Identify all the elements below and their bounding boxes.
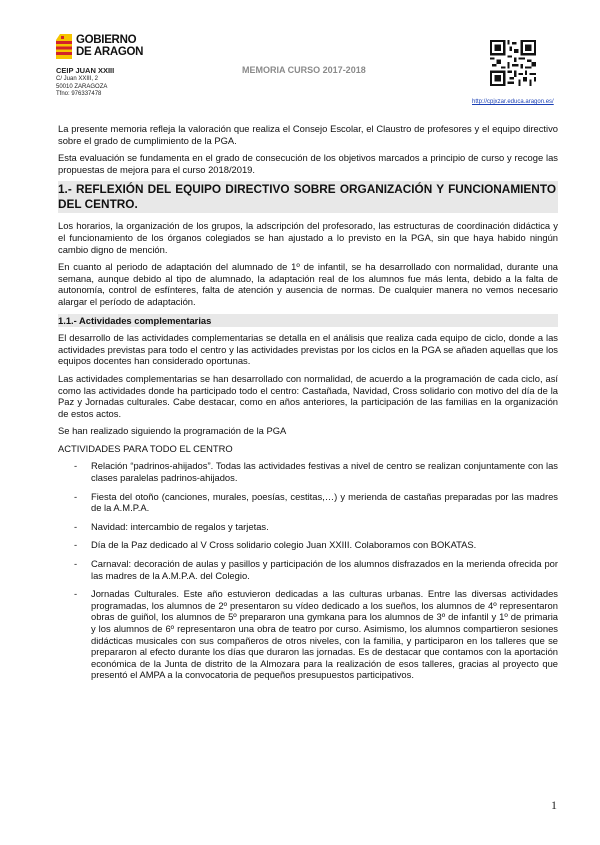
section-1-1-paragraph-1: El desarrollo de las actividades complementarias se detalla en el análisis que realiza cada equipo de ciclo, donde a las actividades previstas para todo el centro y las actividades previstas por los ciclos en la PGA se añaden aquellas que los equipos docentes han considerado oportunas. (58, 332, 558, 367)
logo-text-line2: DE ARAGON (76, 46, 144, 58)
section-1-paragraph-2: En cuanto al periodo de adaptación del alumnado de 1º de infantil, se ha desarrollado con normalidad, durante una semana, aunque debido al tipo de alumnado, la adaptación real de los alumnos fue más lenta, debido a la falta de autonomía, control de esfínteres, falta de atención y ausencia de normas. De cualquier manera no vemos necesario alargar el período de adaptación. (58, 261, 558, 307)
list-item (58, 558, 558, 581)
section-1-1-heading: 1.1.- Actividades complementarias (58, 314, 558, 328)
list-item-text: Navidad: intercambio de regalos y tarjetas. (91, 520, 269, 532)
qr-code-icon (490, 40, 536, 86)
logo-text-line1: GOBIERNO (76, 34, 137, 46)
list-bullet: - (74, 588, 78, 600)
school-name: CEIP JUAN XXIII (56, 66, 115, 75)
document-body (58, 123, 558, 688)
list-bullet: - (74, 460, 78, 472)
list-item (58, 491, 558, 514)
activities-list (58, 460, 558, 681)
list-item-text: Carnaval: decoración de aulas y pasillos y participación de los alumnos disfrazados en la merienda ofrecida por las madres de la A.M.P.A. del Colegio. (91, 558, 558, 581)
page-number: 1 (551, 798, 557, 812)
list-item-text: Fiesta del otoño (canciones, murales, poesías, cestitas,…) y merienda de castañas preparadas por las madres de la A.M.P.A. (91, 490, 558, 514)
section-1-1-paragraph-4: ACTIVIDADES PARA TODO EL CENTRO (58, 442, 233, 454)
list-bullet: - (74, 520, 78, 532)
list-item-text: Día de la Paz dedicado al V Cross solidario colegio Juan XXIII. Colaboramos con BOKATAS. (91, 539, 477, 551)
school-info (56, 66, 114, 99)
school-website-link[interactable]: http://cpjxzar.educa.aragon.es/ (472, 99, 554, 105)
document-title: MEMORIA CURSO 2017-2018 (242, 65, 366, 75)
section-1-1-paragraph-2: Las actividades complementarias se han desarrollado con normalidad, de acuerdo a la programación de cada ciclo, así como las actividades donde ha participado todo el centro: Castañada, Navidad, Cross solidario con motivo del día de la Paz y Jornadas culturales. Cabe destacar, como en años anteriores, la participación de las familias en la organización de estos actos. (58, 372, 558, 419)
school-phone: Tfno: 976337478 (56, 91, 102, 97)
school-address-line1: C/ Juan XXIII, 2 (56, 76, 99, 82)
list-item (58, 521, 558, 533)
list-item (58, 539, 558, 551)
list-bullet: - (74, 490, 78, 502)
school-address-line2: 50010 ZARAGOZA (56, 83, 108, 90)
list-item (58, 460, 558, 483)
list-item-text: Relación “padrinos-ahijados”. Todas las actividades festivas a nivel de centro se realizan conjuntamente con las clases paralelas padrinos-ahijados. (91, 460, 558, 484)
section-1-1-paragraph-3: Se han realizado siguiendo la programación de la PGA (58, 425, 287, 437)
aragon-flag-icon (56, 34, 72, 59)
list-item-text: Jornadas Culturales. Este año estuvieron dedicadas a las culturas urbanas. Entre las diversas actividades programadas, los alumnos de 2º presentaron su vídeo dedicado a los sueños, los alumnos de 4º representaron obras de guiñol, los alumnos de 5º prepararon una gymkana para los alumnos de 3º de infantil y 1º de primaria y los alumnos de 6º representaron una obra de teatro por curso. Asimismo, los alumnos compartieron sesiones didácticas musicales con sus compañeros de otros niveles, con la familia, y participaron en los talleres que se prepararon al efecto durante los días que duraron las jornadas. Es de destacar que contamos con la aportación económica de la Junta de distrito de la Almozara para la realización de esos talleres, gracias al proyecto que presentó el AMPA a la convocatoria de pequeños presupuestos participativos. (91, 588, 558, 681)
intro-paragraph-1: La presente memoria refleja la valoración que realiza el Consejo Escolar, el Claustro de profesores y el equipo directivo sobre el grado de cumplimiento de la PGA. (58, 123, 558, 146)
list-bullet: - (74, 539, 78, 551)
list-bullet: - (74, 558, 78, 570)
intro-paragraph-2: Esta evaluación se fundamenta en el grado de consecución de los objetivos marcados a principio de curso y recoge las propuestas de mejora para el curso 2018/2019. (58, 152, 558, 175)
logo-text (76, 34, 143, 58)
list-item (58, 588, 558, 681)
section-1-heading: 1.- REFLEXIÓN DEL EQUIPO DIRECTIVO SOBRE ORGANIZACIÓN Y FUNCIONAMIENTO DEL CENTRO. (58, 181, 558, 213)
section-1-paragraph-1: Los horarios, la organización de los grupos, la adscripción del profesorado, las estructuras de coordinación didáctica y el funcionamiento de los órganos colegiados se han ajustado a lo previsto en la PGA, sin que haya habido ningún cambio digno de mención. (58, 220, 558, 255)
gobierno-aragon-logo (56, 34, 152, 66)
